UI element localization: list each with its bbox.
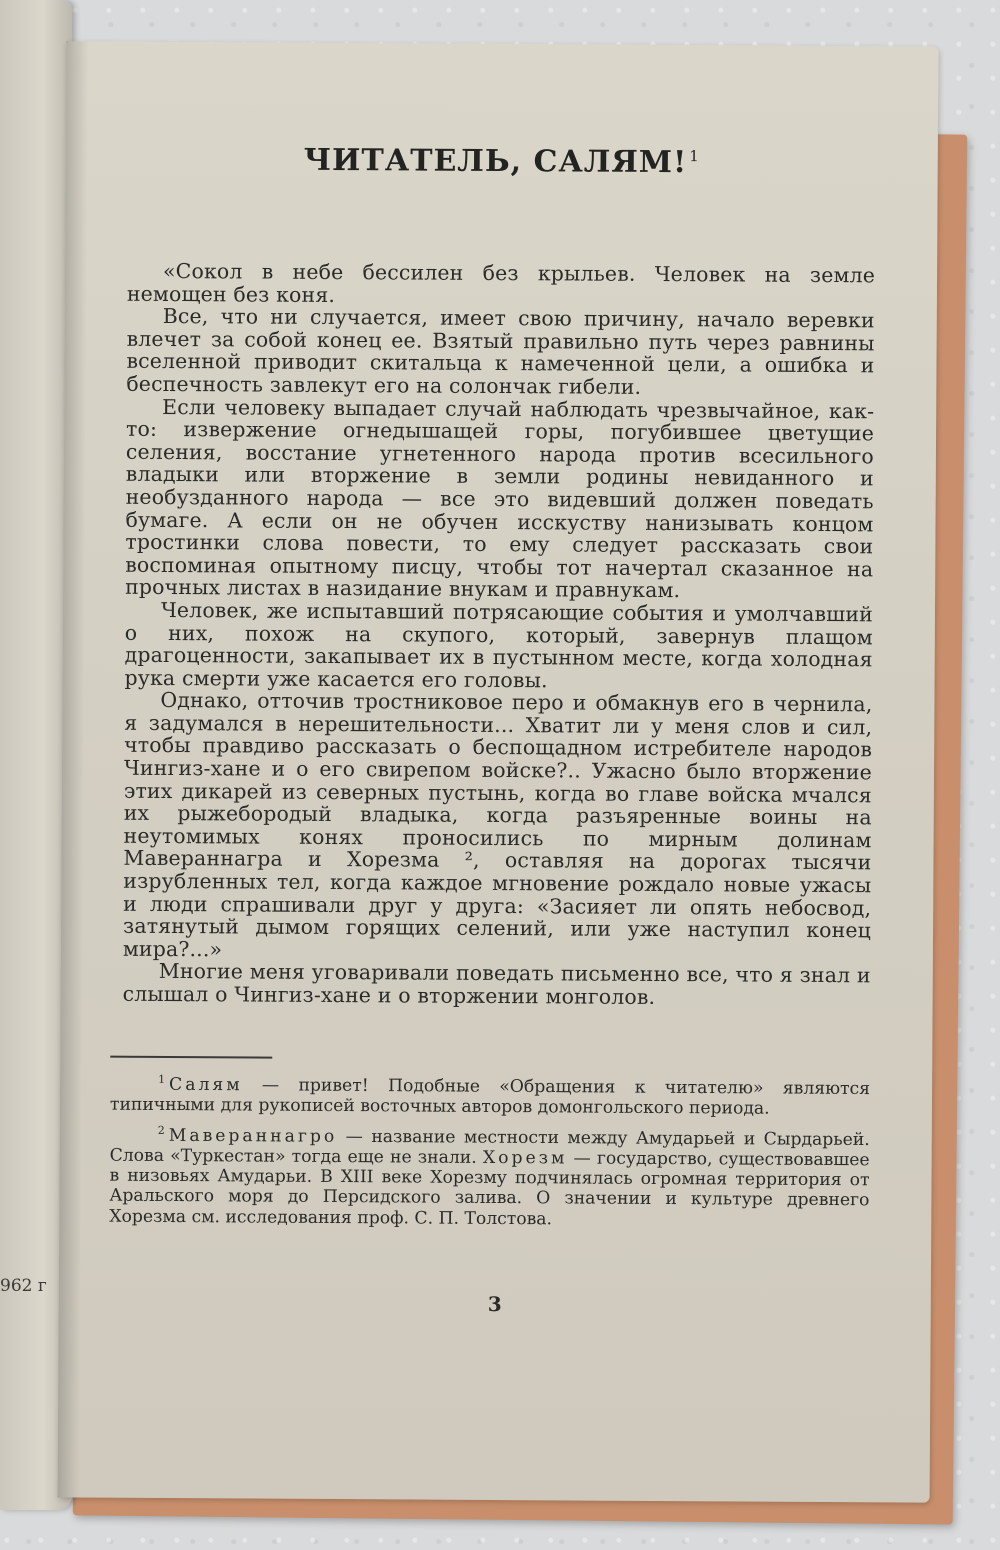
paragraph: Все, что ни случается, имеет свою причину, начало веревки влечет за собой конец ее. Взятый правильно путь через равнины вселенной приводит скитальца к намеченной цели, а ошибка и беспечность завлекут его на солончак гибели.	[126, 304, 875, 399]
footnote-term: Хорезм	[482, 1147, 568, 1169]
paragraph: Человек, же испытавший потрясающие события и умолчавший о них, похож на скупого, который, завернув плащом драгоценности, закапывает их в пустынном месте, когда холодная рука смерти уже касается его головы.	[124, 597, 874, 692]
footnote-1	[110, 1070, 870, 1120]
left-page-margin-note: 962 г	[0, 1276, 47, 1296]
paragraph: Если человеку выпадает случай наблюдать чрезвычайное, как-то: извержение огнедышащей горы, погубившее цветущие селения, восстание угнетенного народа против всесильного владыки или вторжение в земли родины невиданного и необузданного народа — все это видевший должен поведать бумаге. А если он не обучен исскуству нанизывать концом тростинки слова повести, то ему следует рассказать свои воспоминая опытному писцу, чтобы тот начертал сказанное на прочных листах в назидание внукам и правнукам.	[125, 394, 875, 603]
footnote-text: — привет! Подобные «Обращения к читателю» являются типичными для рукописей восточных авторов домонгольского периода.	[109, 1075, 871, 1119]
footnotes	[109, 1070, 870, 1238]
footnote-number: 2	[157, 1124, 165, 1138]
footnote-text: — государство, существовавшее в низовьях Амударьи. В XIII веке Хорезму подчинялась огромная территория от Аральского моря до Персидского залива. О значении и культуре древнего Хорезма см. исследования проф. С. П. Толстова.	[109, 1148, 870, 1230]
title-footnote-mark: 1	[689, 147, 700, 166]
page-number: 3	[487, 1291, 502, 1317]
footnote-term: Салям	[169, 1074, 243, 1096]
paragraph: Однако, отточив тростниковое перо и обмакнув его в чернила, я задумался в нерешительности... Хватит ли у меня слов и сил, чтобы правдиво рассказать о беспощадном истребителе народов Чингиз-хане и о его свирепом войске?.. Ужасно было вторжение этих дикарей из северных пустынь, когда во главе войска мчался их рыжебородый владыка, когда разъяренные воины на неутомимых конях проносились по мирным долинам Мавераннагра и Хорезма ², оставляя на дорогах тысячи изрубленных тел, когда каждое мгновение рождало новые ужасы и люди спрашивали друг у друга: «Засияет ли опять небосвод, затянутый дымом горящих селений, или уже наступил конец мира?...»	[122, 688, 873, 962]
book-page	[58, 41, 939, 1502]
footnote-divider	[110, 1056, 272, 1059]
footnote-2	[109, 1121, 870, 1231]
footnote-number: 1	[158, 1072, 166, 1086]
paragraph: Многие меня уговаривали поведать письменно все, что я знал и слышал о Чингиз-хане и о вторжении монголов.	[122, 959, 871, 1009]
paragraph: «Сокол в небе бессилен без крыльев. Человек на земле немощен без коня.	[126, 258, 876, 307]
chapter-title-text: ЧИТАТЕЛЬ, САЛЯМ!	[303, 142, 688, 181]
body-text	[123, 260, 876, 1010]
footnote-text: — название местности между Амударьей и Сырдарьей. Слова «Туркестан» тогда еще не знали.	[109, 1126, 870, 1168]
chapter-title	[66, 141, 938, 181]
footnote-term: Мавераннагро	[168, 1125, 338, 1147]
